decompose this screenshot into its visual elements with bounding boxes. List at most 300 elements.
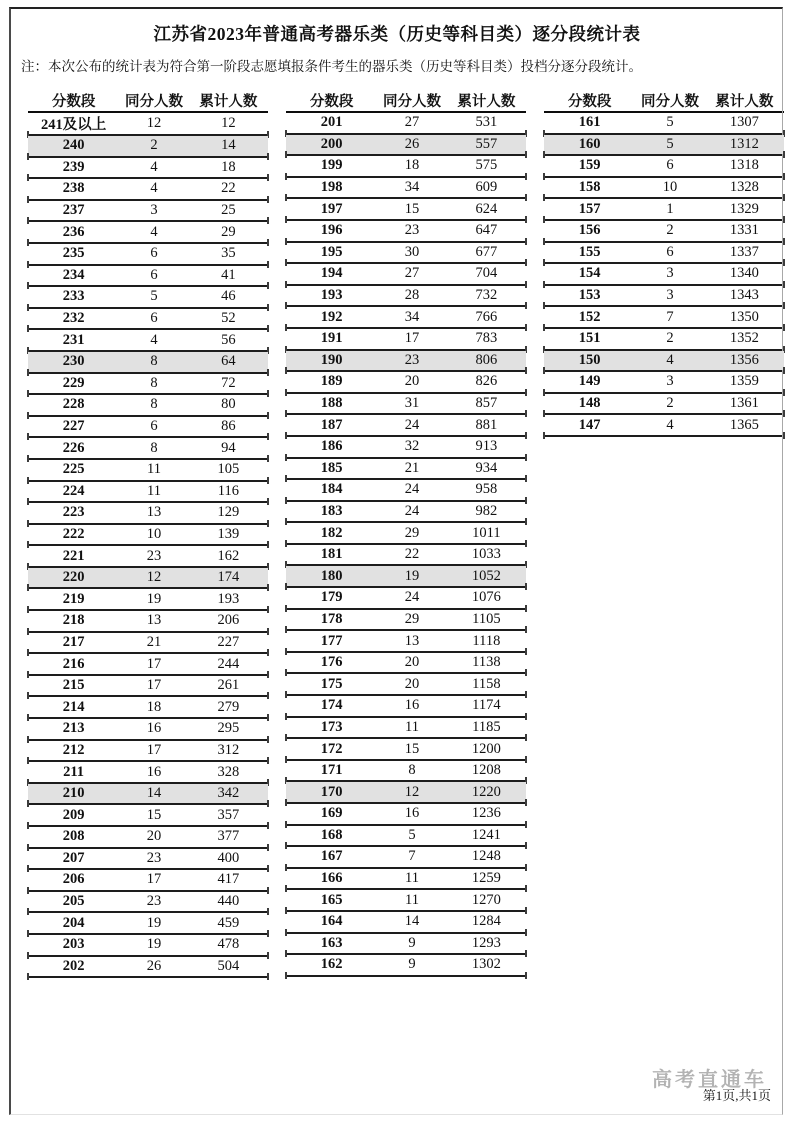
score-cell: 235: [28, 243, 119, 265]
count-cell: 1: [635, 198, 705, 220]
count-cell: 17: [119, 740, 189, 762]
score-cell: 177: [286, 630, 377, 652]
count-cell: 16: [119, 761, 189, 783]
column-header-score: 分数段: [286, 90, 377, 112]
table-row: [286, 954, 526, 976]
score-cell: 169: [286, 803, 377, 825]
count-cell: 34: [377, 306, 447, 328]
cumulative-cell: 1293: [447, 933, 526, 955]
count-cell: 2: [635, 393, 705, 415]
score-cell: 155: [544, 242, 635, 264]
cumulative-cell: 557: [447, 134, 526, 156]
cumulative-cell: 1284: [447, 911, 526, 933]
count-cell: 13: [119, 610, 189, 632]
count-cell: 4: [119, 221, 189, 243]
cumulative-cell: 52: [189, 308, 268, 330]
cumulative-cell: 1312: [705, 134, 784, 156]
count-cell: 18: [377, 155, 447, 177]
table-row: [28, 243, 268, 265]
count-cell: 9: [377, 954, 447, 976]
count-cell: 20: [377, 673, 447, 695]
table-row: [28, 588, 268, 610]
count-cell: 19: [119, 588, 189, 610]
table-row: [286, 328, 526, 350]
cumulative-cell: 531: [447, 112, 526, 134]
table-header-row: [28, 90, 268, 112]
count-cell: 26: [119, 956, 189, 978]
table-row: [286, 393, 526, 415]
cumulative-cell: 1270: [447, 889, 526, 911]
cumulative-cell: 227: [189, 632, 268, 654]
count-cell: 26: [377, 134, 447, 156]
cumulative-cell: 1361: [705, 393, 784, 415]
table-row: [28, 157, 268, 179]
score-cell: 209: [28, 804, 119, 826]
cumulative-cell: 504: [189, 956, 268, 978]
score-cell: 232: [28, 308, 119, 330]
column-header-count: 同分人数: [119, 90, 189, 112]
score-cell: 186: [286, 436, 377, 458]
score-cell: 156: [544, 220, 635, 242]
score-cell: 211: [28, 761, 119, 783]
count-cell: 17: [119, 869, 189, 891]
tables-container: [28, 90, 783, 978]
count-cell: 17: [119, 653, 189, 675]
score-cell: 212: [28, 740, 119, 762]
cumulative-cell: 417: [189, 869, 268, 891]
count-cell: 11: [377, 717, 447, 739]
cumulative-cell: 116: [189, 481, 268, 503]
score-cell: 180: [286, 565, 377, 587]
count-cell: 15: [377, 738, 447, 760]
table-row: [286, 911, 526, 933]
count-cell: 23: [377, 350, 447, 372]
table-row: [286, 134, 526, 156]
table-row: [544, 263, 784, 285]
table-row: [286, 846, 526, 868]
score-cell: 203: [28, 934, 119, 956]
table-row: [28, 826, 268, 848]
count-cell: 29: [377, 609, 447, 631]
column-header-count: 同分人数: [635, 90, 705, 112]
cumulative-cell: 295: [189, 718, 268, 740]
cumulative-cell: 881: [447, 414, 526, 436]
cumulative-cell: 1328: [705, 177, 784, 199]
table-header-row: [544, 90, 784, 112]
count-cell: 6: [635, 242, 705, 264]
score-cell: 189: [286, 371, 377, 393]
score-cell: 148: [544, 393, 635, 415]
table-row: [286, 458, 526, 480]
count-cell: 17: [119, 675, 189, 697]
score-cell: 216: [28, 653, 119, 675]
count-cell: 17: [377, 328, 447, 350]
score-cell: 208: [28, 826, 119, 848]
table-row: [28, 373, 268, 395]
count-cell: 20: [119, 826, 189, 848]
count-cell: 12: [377, 781, 447, 803]
cumulative-cell: 162: [189, 545, 268, 567]
count-cell: 21: [377, 458, 447, 480]
score-cell: 159: [544, 155, 635, 177]
table-row: [28, 200, 268, 222]
score-cell: 191: [286, 328, 377, 350]
count-cell: 10: [119, 524, 189, 546]
count-cell: 6: [119, 265, 189, 287]
table-row: [544, 112, 784, 134]
table-row: [28, 265, 268, 287]
cumulative-cell: 913: [447, 436, 526, 458]
table-header-row: [286, 90, 526, 112]
score-cell: 147: [544, 414, 635, 436]
cumulative-cell: 624: [447, 198, 526, 220]
note-text: 注：本次公布的统计表为符合第一阶段志愿填报条件考生的器乐类（历史等科目类）投档分逐分段统计。: [21, 59, 642, 74]
cumulative-cell: 1208: [447, 760, 526, 782]
table-row: [28, 459, 268, 481]
count-cell: 4: [119, 178, 189, 200]
score-cell: 178: [286, 609, 377, 631]
score-cell: 214: [28, 696, 119, 718]
cumulative-cell: 677: [447, 242, 526, 264]
cumulative-cell: 86: [189, 416, 268, 438]
score-cell: 226: [28, 437, 119, 459]
score-cell: 173: [286, 717, 377, 739]
cumulative-cell: 806: [447, 350, 526, 372]
table-row: [286, 673, 526, 695]
cumulative-cell: 400: [189, 848, 268, 870]
score-cell: 175: [286, 673, 377, 695]
table-row: [286, 544, 526, 566]
cumulative-cell: 1331: [705, 220, 784, 242]
cumulative-cell: 105: [189, 459, 268, 481]
table-row: [286, 781, 526, 803]
table-row: [28, 135, 268, 157]
score-cell: 236: [28, 221, 119, 243]
table-row: [28, 610, 268, 632]
score-cell: 198: [286, 177, 377, 199]
cumulative-cell: 244: [189, 653, 268, 675]
score-cell: 168: [286, 825, 377, 847]
table-row: [286, 738, 526, 760]
score-cell: 202: [28, 956, 119, 978]
score-cell: 227: [28, 416, 119, 438]
score-cell: 166: [286, 868, 377, 890]
count-cell: 5: [635, 134, 705, 156]
score-cell: 158: [544, 177, 635, 199]
table-row: [286, 414, 526, 436]
score-cell: 239: [28, 157, 119, 179]
score-cell: 193: [286, 285, 377, 307]
score-cell: 164: [286, 911, 377, 933]
cumulative-cell: 206: [189, 610, 268, 632]
table-row: [286, 652, 526, 674]
score-cell: 161: [544, 112, 635, 134]
cumulative-cell: 1220: [447, 781, 526, 803]
cumulative-cell: 22: [189, 178, 268, 200]
cumulative-cell: 982: [447, 501, 526, 523]
table-row: [286, 479, 526, 501]
table-row: [28, 696, 268, 718]
score-cell: 157: [544, 198, 635, 220]
table-row: [286, 263, 526, 285]
table-row: [28, 437, 268, 459]
cumulative-cell: 14: [189, 135, 268, 157]
table-row: [286, 285, 526, 307]
table-row: [544, 306, 784, 328]
score-cell: 185: [286, 458, 377, 480]
column-header-score: 分数段: [544, 90, 635, 112]
cumulative-cell: 1343: [705, 285, 784, 307]
table-row: [28, 221, 268, 243]
count-cell: 8: [119, 394, 189, 416]
table-row: [28, 567, 268, 589]
score-cell: 171: [286, 760, 377, 782]
table-row: [286, 803, 526, 825]
table-row: [544, 134, 784, 156]
count-cell: 5: [119, 286, 189, 308]
count-cell: 12: [119, 112, 189, 135]
cumulative-cell: 1105: [447, 609, 526, 631]
table-row: [544, 285, 784, 307]
score-cell: 182: [286, 522, 377, 544]
score-cell: 154: [544, 263, 635, 285]
count-cell: 7: [377, 846, 447, 868]
cumulative-cell: 41: [189, 265, 268, 287]
cumulative-cell: 18: [189, 157, 268, 179]
table-row: [544, 198, 784, 220]
table-row: [28, 502, 268, 524]
table-row: [28, 740, 268, 762]
cumulative-cell: 1350: [705, 306, 784, 328]
score-cell: 184: [286, 479, 377, 501]
count-cell: 4: [119, 329, 189, 351]
count-cell: 19: [119, 934, 189, 956]
count-cell: 10: [635, 177, 705, 199]
cumulative-cell: 958: [447, 479, 526, 501]
table-row: [544, 242, 784, 264]
table-row: [286, 177, 526, 199]
count-cell: 2: [635, 328, 705, 350]
table-row: [286, 889, 526, 911]
table-row: [286, 609, 526, 631]
score-cell: 241及以上: [28, 112, 119, 135]
cumulative-cell: 1200: [447, 738, 526, 760]
score-cell: 205: [28, 891, 119, 913]
cumulative-cell: 732: [447, 285, 526, 307]
cumulative-cell: 1307: [705, 112, 784, 134]
score-cell: 151: [544, 328, 635, 350]
count-cell: 6: [119, 308, 189, 330]
count-cell: 9: [377, 933, 447, 955]
cumulative-cell: 1033: [447, 544, 526, 566]
score-cell: 199: [286, 155, 377, 177]
count-cell: 34: [377, 177, 447, 199]
column-header-score: 分数段: [28, 90, 119, 112]
table-row: [286, 350, 526, 372]
cumulative-cell: 377: [189, 826, 268, 848]
score-cell: 207: [28, 848, 119, 870]
count-cell: 11: [377, 889, 447, 911]
count-cell: 29: [377, 522, 447, 544]
column-header-cumulative: 累计人数: [189, 90, 268, 112]
count-cell: 15: [119, 804, 189, 826]
score-cell: 224: [28, 481, 119, 503]
count-cell: 4: [635, 414, 705, 436]
count-cell: 5: [635, 112, 705, 134]
count-cell: 6: [119, 243, 189, 265]
score-cell: 194: [286, 263, 377, 285]
count-cell: 3: [635, 263, 705, 285]
cumulative-cell: 1337: [705, 242, 784, 264]
page-number: 第1页,共1页: [702, 1088, 771, 1103]
count-cell: 16: [377, 803, 447, 825]
cumulative-cell: 1359: [705, 371, 784, 393]
cumulative-cell: 1158: [447, 673, 526, 695]
table-row: [28, 891, 268, 913]
cumulative-cell: 312: [189, 740, 268, 762]
table-row: [28, 351, 268, 373]
table-row: [28, 632, 268, 654]
cumulative-cell: 766: [447, 306, 526, 328]
count-cell: 27: [377, 263, 447, 285]
score-cell: 225: [28, 459, 119, 481]
score-cell: 176: [286, 652, 377, 674]
score-cell: 231: [28, 329, 119, 351]
table-row: [28, 934, 268, 956]
cumulative-cell: 328: [189, 761, 268, 783]
count-cell: 22: [377, 544, 447, 566]
table-row: [28, 481, 268, 503]
cumulative-cell: 478: [189, 934, 268, 956]
count-cell: 8: [119, 373, 189, 395]
table-row: [28, 718, 268, 740]
count-cell: 31: [377, 393, 447, 415]
count-cell: 13: [377, 630, 447, 652]
table-row: [286, 220, 526, 242]
score-cell: 188: [286, 393, 377, 415]
count-cell: 13: [119, 502, 189, 524]
cumulative-cell: 139: [189, 524, 268, 546]
cumulative-cell: 1340: [705, 263, 784, 285]
score-cell: 222: [28, 524, 119, 546]
score-cell: 213: [28, 718, 119, 740]
count-cell: 23: [119, 545, 189, 567]
cumulative-cell: 46: [189, 286, 268, 308]
score-cell: 229: [28, 373, 119, 395]
cumulative-cell: 440: [189, 891, 268, 913]
table-row: [286, 306, 526, 328]
table-row: [28, 286, 268, 308]
cumulative-cell: 1185: [447, 717, 526, 739]
cumulative-cell: 1352: [705, 328, 784, 350]
cumulative-cell: 342: [189, 783, 268, 805]
score-cell: 197: [286, 198, 377, 220]
cumulative-cell: 72: [189, 373, 268, 395]
cumulative-cell: 1356: [705, 350, 784, 372]
table-row: [28, 783, 268, 805]
cumulative-cell: 56: [189, 329, 268, 351]
count-cell: 11: [377, 868, 447, 890]
score-cell: 149: [544, 371, 635, 393]
table-row: [544, 350, 784, 372]
score-cell: 174: [286, 695, 377, 717]
count-cell: 27: [377, 112, 447, 134]
score-cell: 218: [28, 610, 119, 632]
table-row: [286, 198, 526, 220]
count-cell: 4: [119, 157, 189, 179]
count-cell: 2: [635, 220, 705, 242]
column-header-cumulative: 累计人数: [447, 90, 526, 112]
table-row: [286, 155, 526, 177]
table-row: [286, 760, 526, 782]
table-row: [544, 155, 784, 177]
table-row: [544, 393, 784, 415]
cumulative-cell: 35: [189, 243, 268, 265]
cumulative-cell: 1248: [447, 846, 526, 868]
table-row: [286, 695, 526, 717]
cumulative-cell: 826: [447, 371, 526, 393]
table-row: [286, 522, 526, 544]
count-cell: 6: [119, 416, 189, 438]
cumulative-cell: 1011: [447, 522, 526, 544]
cumulative-cell: 1174: [447, 695, 526, 717]
table-row: [28, 308, 268, 330]
score-cell: 217: [28, 632, 119, 654]
count-cell: 3: [635, 285, 705, 307]
score-cell: 206: [28, 869, 119, 891]
column-header-cumulative: 累计人数: [705, 90, 784, 112]
table-row: [28, 394, 268, 416]
score-cell: 238: [28, 178, 119, 200]
table-row: [286, 565, 526, 587]
score-cell: 240: [28, 135, 119, 157]
count-cell: 18: [119, 696, 189, 718]
count-cell: 11: [119, 481, 189, 503]
cumulative-cell: 1076: [447, 587, 526, 609]
cumulative-cell: 29: [189, 221, 268, 243]
cumulative-cell: 609: [447, 177, 526, 199]
cumulative-cell: 704: [447, 263, 526, 285]
table-row: [286, 242, 526, 264]
count-cell: 8: [119, 351, 189, 373]
count-cell: 4: [635, 350, 705, 372]
table-row: [28, 675, 268, 697]
table-row: [286, 630, 526, 652]
score-cell: 192: [286, 306, 377, 328]
count-cell: 24: [377, 587, 447, 609]
count-cell: 16: [119, 718, 189, 740]
cumulative-cell: 1241: [447, 825, 526, 847]
cumulative-cell: 459: [189, 912, 268, 934]
table-row: [28, 178, 268, 200]
score-cell: 181: [286, 544, 377, 566]
count-cell: 3: [119, 200, 189, 222]
count-cell: 15: [377, 198, 447, 220]
count-cell: 8: [377, 760, 447, 782]
table-row: [28, 804, 268, 826]
count-cell: 3: [635, 371, 705, 393]
score-table-2: [286, 90, 526, 977]
cumulative-cell: 12: [189, 112, 268, 135]
score-cell: 195: [286, 242, 377, 264]
count-cell: 19: [119, 912, 189, 934]
table-row: [28, 524, 268, 546]
cumulative-cell: 1236: [447, 803, 526, 825]
cumulative-cell: 934: [447, 458, 526, 480]
count-cell: 2: [119, 135, 189, 157]
score-cell: 223: [28, 502, 119, 524]
table-row: [28, 869, 268, 891]
